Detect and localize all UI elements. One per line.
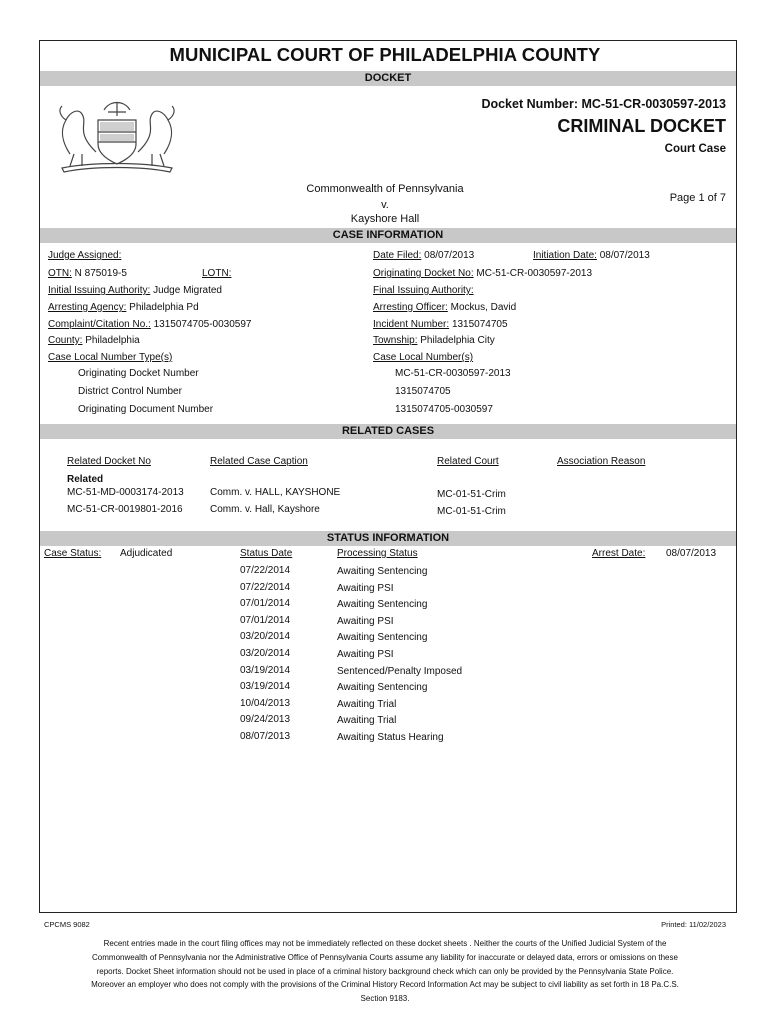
case-information-bar: CASE INFORMATION <box>40 228 736 243</box>
local-number-type: Originating Docket Number <box>78 368 199 379</box>
status-date: 03/19/2014 <box>240 681 291 693</box>
local-number: MC-51-CR-0030597-2013 <box>395 368 511 379</box>
processing-status: Sentenced/Penalty Imposed <box>337 665 463 677</box>
status-date: 03/19/2014 <box>240 664 291 676</box>
status-date: 08/07/2013 <box>240 731 291 742</box>
arrest-date: 08/07/2013 <box>666 548 717 559</box>
status-date: 03/20/2014 <box>240 648 291 659</box>
processing-status: Awaiting PSI <box>337 615 394 627</box>
processing-status: Awaiting Trial <box>337 715 397 727</box>
printed-date: Printed: 11/02/2023 <box>661 920 726 929</box>
local-number-type: District Control Number <box>78 386 182 397</box>
form-id: CPCMS 9082 <box>44 920 90 929</box>
related-docket-header: Related Docket No <box>67 456 151 467</box>
related-docket: MC-51-CR-0019801-2016 <box>67 504 183 515</box>
arresting-agency: Arresting Agency: Philadelphia Pd <box>48 302 199 313</box>
processing-status: Awaiting Status Hearing <box>337 732 444 743</box>
related-court-header: Related Court <box>437 456 499 467</box>
local-number-type: Originating Document Number <box>78 404 214 415</box>
initiation-date: Initiation Date: 08/07/2013 <box>533 250 650 261</box>
local-number: 1315074705 <box>395 386 451 397</box>
arrest-date-label: Arrest Date: <box>592 548 646 559</box>
processing-status: Awaiting Sentencing <box>337 566 428 577</box>
related-court: MC-01-51-Crim <box>437 489 506 500</box>
status-date: 03/20/2014 <box>240 631 291 643</box>
processing-status: Awaiting PSI <box>337 649 394 660</box>
otn: OTN: N 875019-5 <box>48 268 127 279</box>
incident-number: Incident Number: 1315074705 <box>373 319 508 330</box>
court-title: MUNICIPAL COURT OF PHILADELPHIA COUNTY <box>169 44 601 65</box>
status-date-header: Status Date <box>240 548 293 559</box>
status-date: 09/24/2013 <box>240 714 291 726</box>
related-caption: Comm. v. Hall, Kayshore <box>210 504 320 515</box>
initial-issuing-authority: Initial Issuing Authority: Judge Migrated <box>48 285 222 296</box>
related-docket: MC-51-MD-0003174-2013 <box>67 487 184 498</box>
related-caption: Comm. v. HALL, KAYSHONE <box>210 487 341 498</box>
page-number: Page 1 of 7 <box>669 192 726 204</box>
local-number-header: Case Local Number(s) <box>373 352 474 363</box>
final-issuing-authority: Final Issuing Authority: <box>373 285 474 296</box>
status-date: 10/04/2013 <box>240 697 291 709</box>
caption-defendant: Kayshore Hall <box>350 213 420 225</box>
case-status-label: Case Status: <box>44 548 102 559</box>
docket-bar: DOCKET <box>40 71 736 86</box>
caption-plaintiff: Commonwealth of Pennsylvania <box>306 183 464 195</box>
status-information-bar: STATUS INFORMATION <box>40 531 736 546</box>
caption-versus: v. <box>381 199 389 211</box>
originating-docket: Originating Docket No: MC-51-CR-0030597-2013 <box>373 268 593 279</box>
pennsylvania-coat-of-arms-icon <box>52 92 182 174</box>
docket-type: CRIMINAL DOCKET <box>557 116 726 136</box>
date-filed: Date Filed: 08/07/2013 <box>373 250 475 261</box>
related-cases-bar: RELATED CASES <box>40 424 736 439</box>
county: County: Philadelphia <box>48 335 140 346</box>
processing-status: Awaiting Sentencing <box>337 682 428 694</box>
status-date: 07/22/2014 <box>240 565 291 576</box>
processing-status-header: Processing Status <box>337 548 418 559</box>
township: Township: Philadelphia City <box>373 335 495 346</box>
processing-status: Awaiting Sentencing <box>337 632 428 644</box>
association-reason-header: Association Reason <box>557 456 646 467</box>
status-date: 07/22/2014 <box>240 581 291 593</box>
local-number-type-header: Case Local Number Type(s) <box>48 352 173 363</box>
status-date: 07/01/2014 <box>240 614 291 626</box>
related-court: MC-01-51-Crim <box>437 506 506 517</box>
processing-status: Awaiting PSI <box>337 582 394 594</box>
related-caption-header: Related Case Caption <box>210 456 308 467</box>
processing-status: Awaiting Sentencing <box>337 599 428 611</box>
docket-number: Docket Number: MC-51-CR-0030597-2013 <box>481 97 726 111</box>
processing-status: Awaiting Trial <box>337 698 397 710</box>
related-group-label: Related <box>67 474 104 485</box>
judge-assigned: Judge Assigned: <box>48 250 122 261</box>
status-date: 07/01/2014 <box>240 598 291 610</box>
disclaimer: Recent entries made in the court filing offices may not be immediately reflected on these docket sheets . Neither the courts of the Unified Judicial System of the Commonwealth of Pennsylvania nor the Administrative Office of Pennsylvania Courts assume any liability for inaccurate or delayed data, errors or omissions on these reports. Docket Sheet information should not be used in place of a criminal history background check which can only be provided by the Pennsylvania State Police. Moreover an employer who does not comply with the provisions of the Criminal History Record Information Act may be subject to civil liability as set forth in 18 Pa.C.S. Section 9183. <box>91 939 679 1004</box>
local-number: 1315074705-0030597 <box>395 404 493 415</box>
complaint-citation: Complaint/Citation No.: 1315074705-0030597 <box>48 319 252 330</box>
court-case-label: Court Case <box>664 143 726 155</box>
lotn: LOTN: <box>202 268 232 279</box>
arresting-officer: Arresting Officer: Mockus, David <box>373 302 517 313</box>
case-status: Adjudicated <box>120 548 173 559</box>
